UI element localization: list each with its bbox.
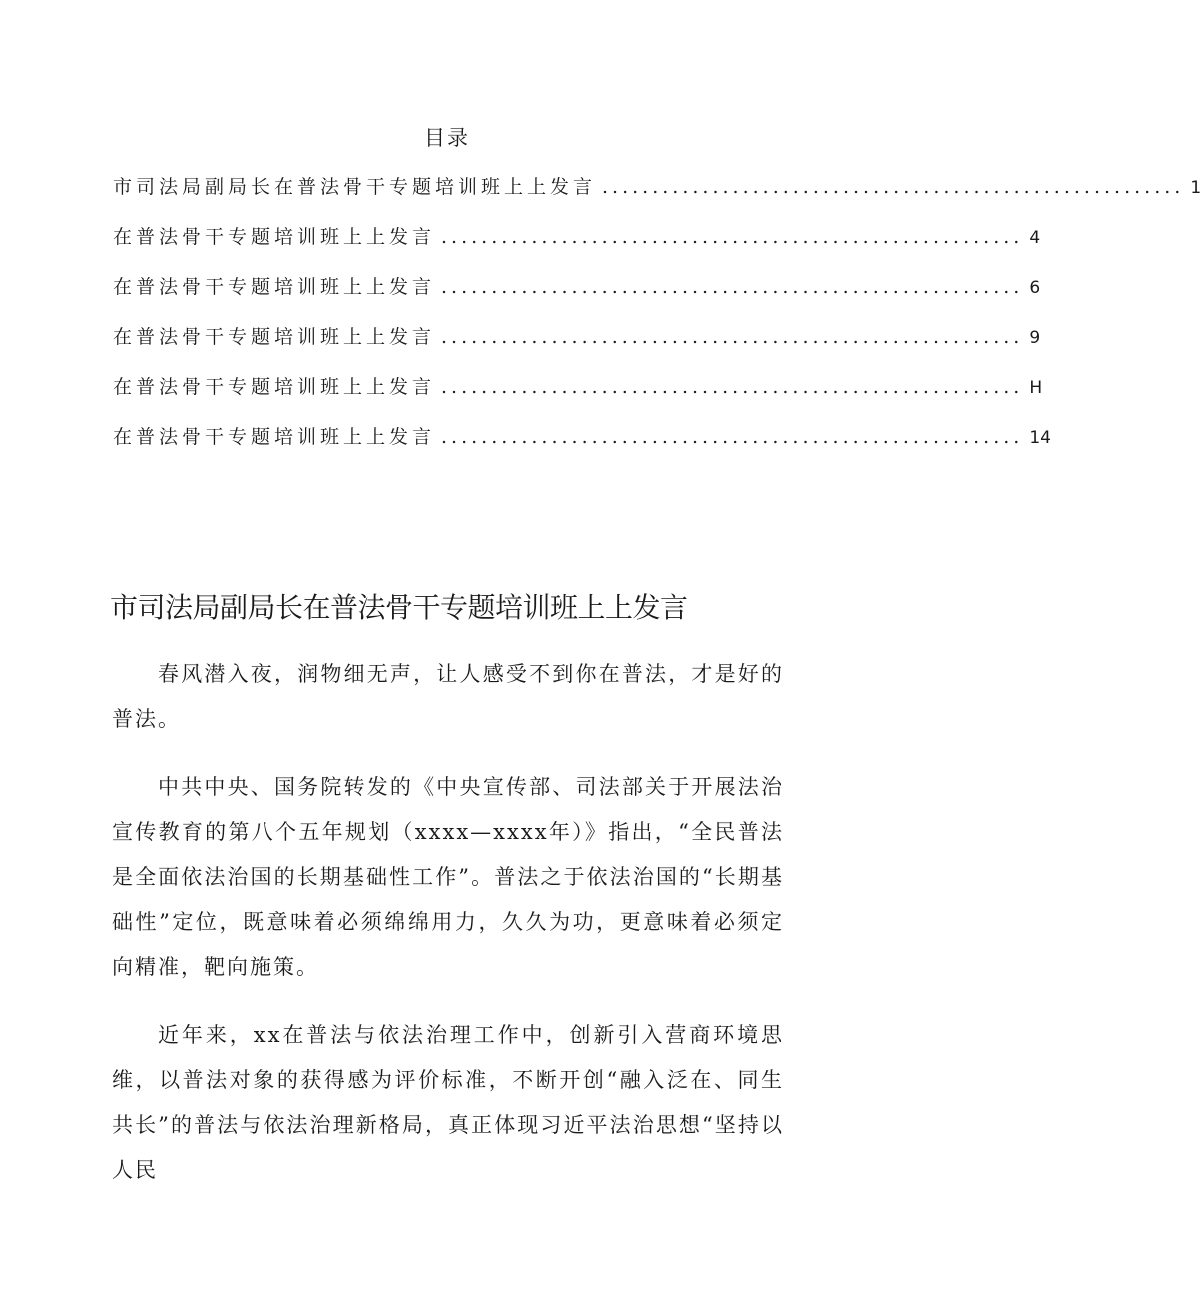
article-paragraph: 近年来，xx在普法与依法治理工作中，创新引入营商环境思维，以普法对象的获得感为评价标准，不断开创“融入泛在、同生共长”的普法与依法治理新格局，真正体现习近平法治思想“坚持以人民	[112, 1023, 784, 1182]
toc-entry-title: 在普法骨干专题培训班上上发言	[113, 276, 436, 298]
toc-leader-dots: ..........................................................	[441, 226, 1024, 248]
article-paragraph: 春风潜入夜，润物细无声，让人感受不到你在普法，才是好的普法。	[112, 662, 784, 731]
toc-entry-title: 在普法骨干专题培训班上上发言	[113, 326, 436, 348]
toc-entry[interactable]	[113, 172, 1201, 222]
toc-entry-page: 6	[1029, 278, 1041, 298]
toc-entry-title: 在普法骨干专题培训班上上发言	[113, 426, 436, 448]
toc-entry-page: H	[1029, 378, 1043, 398]
article-heading: 市司法局副局长在普法骨干专题培训班上上发言	[110, 591, 688, 624]
toc-entry-page: 4	[1029, 228, 1041, 248]
toc-entry-page: 9	[1029, 328, 1041, 348]
toc-leader-dots: ..........................................................	[441, 326, 1024, 348]
toc-entry-page: 14	[1029, 428, 1051, 448]
toc-leader-dots: ..........................................................	[441, 426, 1024, 448]
toc-entry[interactable]	[113, 222, 1041, 272]
toc-entry-title: 在普法骨干专题培训班上上发言	[113, 376, 436, 398]
article-paragraph: 中共中央、国务院转发的《中央宣传部、司法部关于开展法治宣传教育的第八个五年规划（xxxx—xxxx年）》指出，“全民普法是全面依法治国的长期基础性工作”。普法之于依法治国的“长期基础性”定位，既意味着必须绵绵用力，久久为功，更意味着必须定向精准，靶向施策。	[112, 775, 784, 979]
toc-entry[interactable]	[113, 372, 1043, 422]
article-body	[112, 652, 784, 1216]
toc-leader-dots: ..........................................................	[602, 176, 1185, 198]
toc-leader-dots: ..........................................................	[441, 376, 1024, 398]
toc-entry-title: 市司法局副局长在普法骨干专题培训班上上发言	[113, 176, 597, 198]
toc-entry[interactable]	[113, 422, 1051, 472]
toc-entry[interactable]	[113, 322, 1041, 372]
toc-entry[interactable]	[113, 272, 1041, 322]
table-of-contents	[113, 172, 1201, 472]
toc-title: 目录	[424, 126, 470, 150]
toc-leader-dots: ..........................................................	[441, 276, 1024, 298]
toc-entry-title: 在普法骨干专题培训班上上发言	[113, 226, 436, 248]
toc-entry-page: 1	[1190, 178, 1201, 198]
